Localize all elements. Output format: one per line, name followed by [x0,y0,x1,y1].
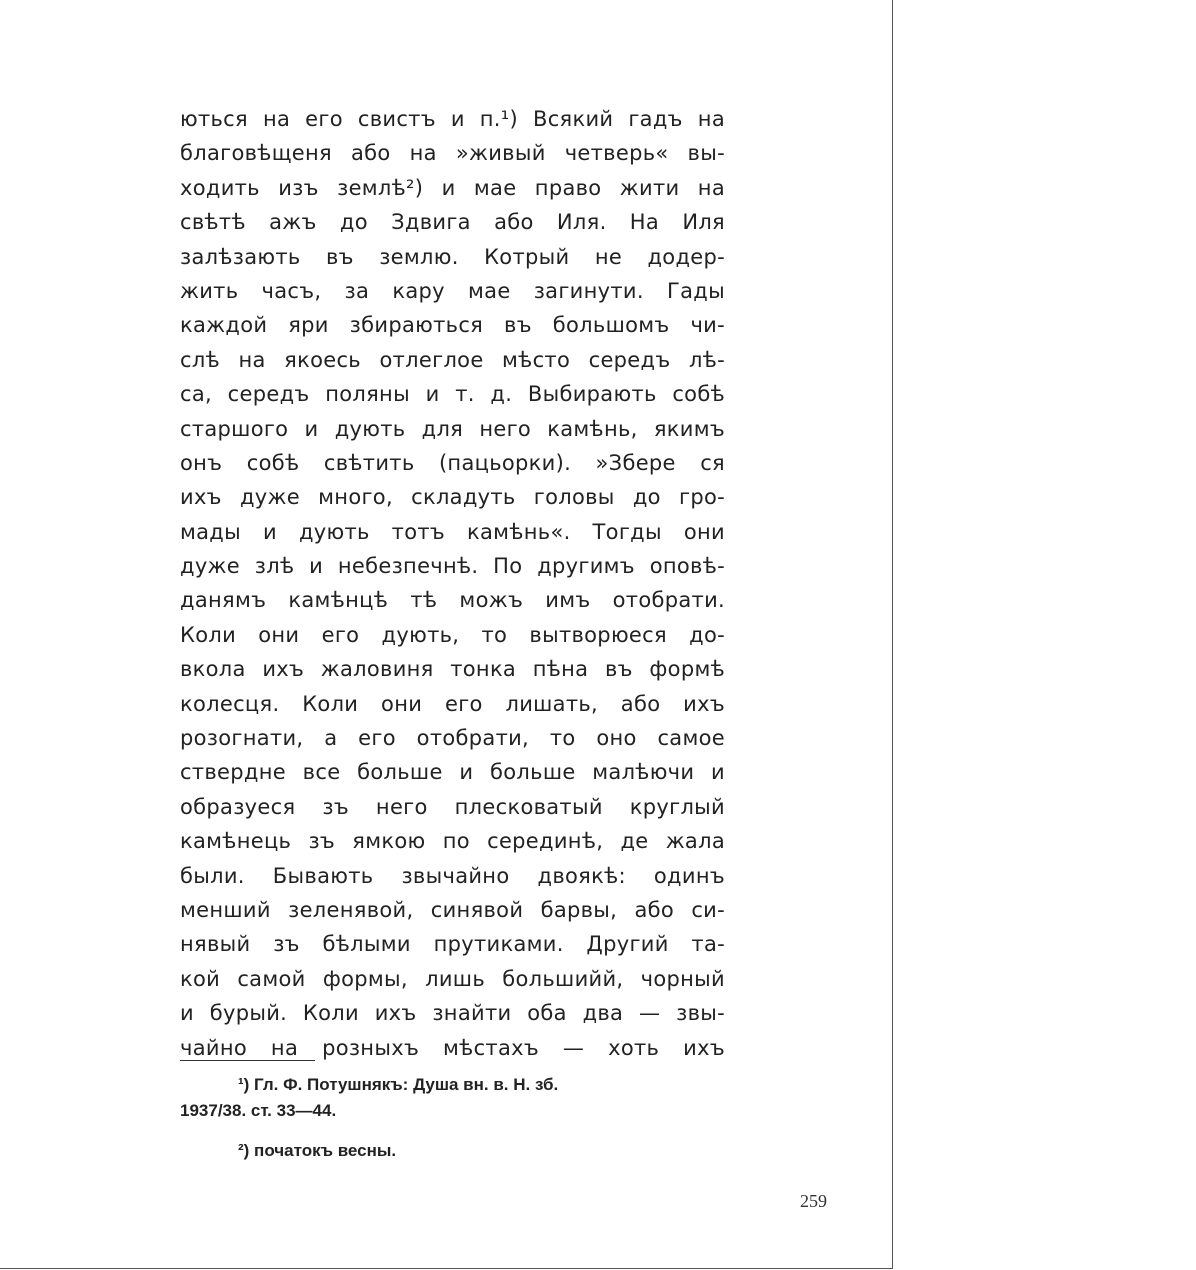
text-line: образуеся зъ него плесковатый круглый [180,794,725,819]
text-line: Коли они его дують, то вытворюеся до- [180,622,725,647]
footnotes [180,1072,720,1164]
text-line: ходить изъ землѣ²) и мае право жити на [180,175,725,200]
text-line: каждой яри збираються въ большомъ чи- [180,313,725,338]
text-line: были. Бывають звычайно двоякѣ: одинъ [180,863,725,888]
text-line: чайно на розныхъ мѣстахъ — хоть ихъ [180,1035,725,1060]
text-line: колесця. Коли они его лишать, або ихъ [180,691,725,716]
footnote-1-continuation: 1937/38. ст. 33—44. [180,1101,337,1120]
page-number: 259 [800,1191,827,1211]
text-line: данямъ камѣнцѣ тѣ можъ имъ отобрати. [180,588,725,613]
text-line: менший зеленявой, синявой барвы, або си- [180,897,725,922]
text-line: залѣзають въ землю. Котрый не додер- [180,244,725,269]
text-line: са, середъ поляны и т. д. Выбирають собѣ [180,382,725,407]
text-line: камѣнець зъ ямкою по серединѣ, де жала [180,829,725,854]
text-line: благовѣщеня або на »живый четверь« вы- [180,141,725,166]
text-line: ихъ дуже много, складуть головы до гро- [180,485,725,510]
text-line: дуже злѣ и небезпечнѣ. По другимъ оповѣ- [180,554,725,579]
text-line: кой самой формы, лишь большийй, чорный [180,966,725,991]
text-line: нявый зъ бѣлыми прутиками. Другий та- [180,932,725,957]
text-line: и бурый. Коли ихъ знайти оба два — звы- [180,1001,725,1026]
body-text [180,102,725,1065]
text-line: вкола ихъ жаловиня тонка пѣна въ формѣ [180,657,725,682]
text-line: розогнати, а его отобрати, то оно самое [180,726,725,751]
footnote-2: ²) початокъ весны. [238,1141,397,1160]
text-line: ються на его свистъ и п.¹) Всякий гадъ на [180,107,725,131]
text-line: слѣ на якоесь отлеглое мѣсто середъ лѣ- [180,347,725,372]
text-line: жить часъ, за кару мае загинути. Гады [180,278,725,303]
text-line: старшого и дують для него камѣнь, якимъ [180,416,725,441]
footnote-1: ¹) Гл. Ф. Потушнякъ: Душа вн. в. Н. зб. [238,1075,559,1094]
text-line: свѣтѣ ажъ до Здвига або Иля. На Иля [180,210,725,235]
text-line: стверднe все больше и больше малѣючи и [180,760,725,785]
text-line: мады и дують тотъ камѣнь«. Тогды они [180,519,725,544]
text-line: онъ собѣ свѣтить (пацьорки). »Збере ся [180,450,725,475]
footnote-rule [180,1060,315,1061]
